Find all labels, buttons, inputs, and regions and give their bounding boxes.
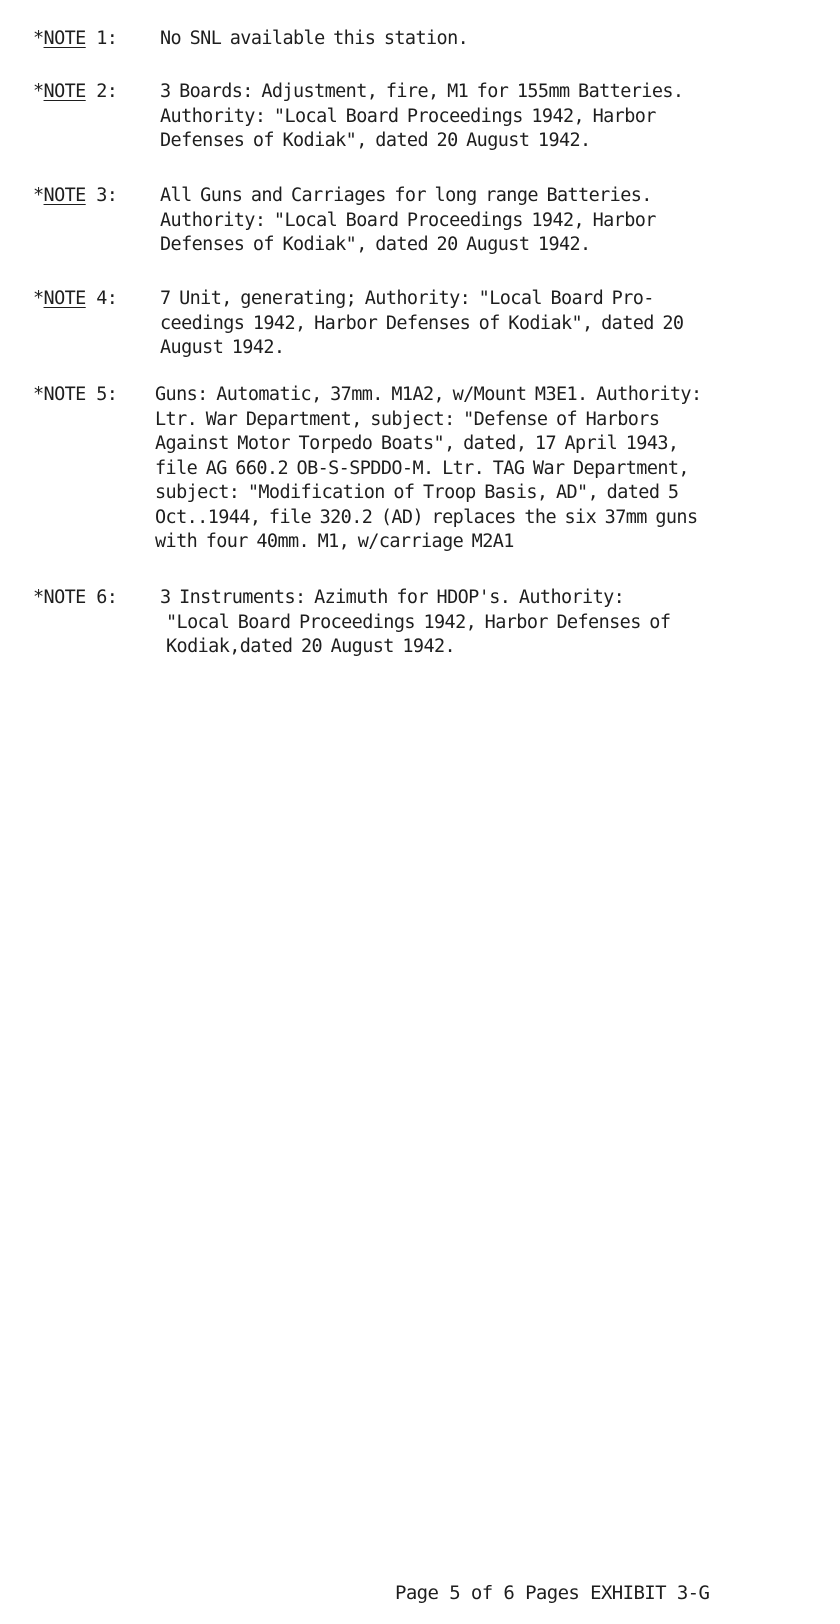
note-label-text: NOTE xyxy=(43,384,86,405)
note-label-text: NOTE xyxy=(43,81,86,102)
note-label xyxy=(33,287,117,312)
note-label-text: NOTE xyxy=(43,28,86,49)
note-label-text: NOTE xyxy=(43,288,86,309)
note-line: Authority: "Local Board Proceedings 1942, Harbor xyxy=(160,209,656,231)
note-line: Kodiak,dated 20 August 1942. xyxy=(166,636,456,657)
note-line: 3 Boards: Adjustment, fire, M1 for 155mm Batteries. xyxy=(160,81,684,102)
note-prefix: * xyxy=(33,587,44,608)
note-line: "Local Board Proceedings 1942, Harbor Defenses of xyxy=(166,611,671,633)
page-footer: Page 5 of 6 Pages EXHIBIT 3-G xyxy=(395,1582,710,1604)
note-line: Guns: Automatic, 37mm. M1A2, w/Mount M3E1. Authority: xyxy=(155,384,702,405)
note-number: 5: xyxy=(96,384,118,405)
note-line: Authority: "Local Board Proceedings 1942, Harbor xyxy=(160,105,656,127)
note-line: Oct..1944, file 320.2 (AD) replaces the six 37mm guns xyxy=(155,506,698,528)
note-label xyxy=(33,184,117,209)
note-line: ceedings 1942, Harbor Defenses of Kodiak", dated 20 xyxy=(160,312,684,334)
note-line: 7 Unit, generating; Authority: "Local Board Pro- xyxy=(160,288,654,309)
note-label-text: NOTE xyxy=(43,185,86,206)
note-label xyxy=(33,383,117,408)
note-label xyxy=(33,586,117,611)
note-prefix: * xyxy=(33,288,44,309)
note-body xyxy=(160,586,820,660)
note-number: 2: xyxy=(96,81,118,102)
note-number: 3: xyxy=(96,185,118,206)
note-prefix: * xyxy=(33,81,44,102)
note-body xyxy=(160,80,820,154)
note-label xyxy=(33,27,117,52)
note-line: with four 40mm. M1, w/carriage M2A1 xyxy=(155,531,514,552)
note-prefix: * xyxy=(33,384,44,405)
note-label-text: NOTE xyxy=(43,587,86,608)
note-prefix: * xyxy=(33,185,44,206)
note-body xyxy=(155,383,815,555)
note-label xyxy=(33,80,117,105)
note-line: subject: "Modification of Troop Basis, AD", dated 5 xyxy=(155,482,679,503)
note-line: Against Motor Torpedo Boats", dated, 17 April 1943, xyxy=(155,433,679,454)
note-line: No SNL available this station. xyxy=(160,28,469,49)
note-line: Ltr. War Department, subject: "Defense of Harbors xyxy=(155,408,660,430)
note-line: Defenses of Kodiak", dated 20 August 1942. xyxy=(160,234,591,255)
note-body xyxy=(160,287,820,361)
note-line: 3 Instruments: Azimuth for HDOP's. Authority: xyxy=(160,587,625,608)
note-prefix: * xyxy=(33,28,44,49)
note-number: 1: xyxy=(96,28,118,49)
note-line: All Guns and Carriages for long range Batteries. xyxy=(160,185,652,206)
note-number: 6: xyxy=(96,587,118,608)
note-line: file AG 660.2 OB-S-SPDDO-M. Ltr. TAG War Department, xyxy=(155,457,689,479)
note-body xyxy=(160,184,820,258)
note-number: 4: xyxy=(96,288,118,309)
note-line: Defenses of Kodiak", dated 20 August 1942. xyxy=(160,130,591,151)
note-line: August 1942. xyxy=(160,337,285,358)
note-body xyxy=(160,27,820,52)
